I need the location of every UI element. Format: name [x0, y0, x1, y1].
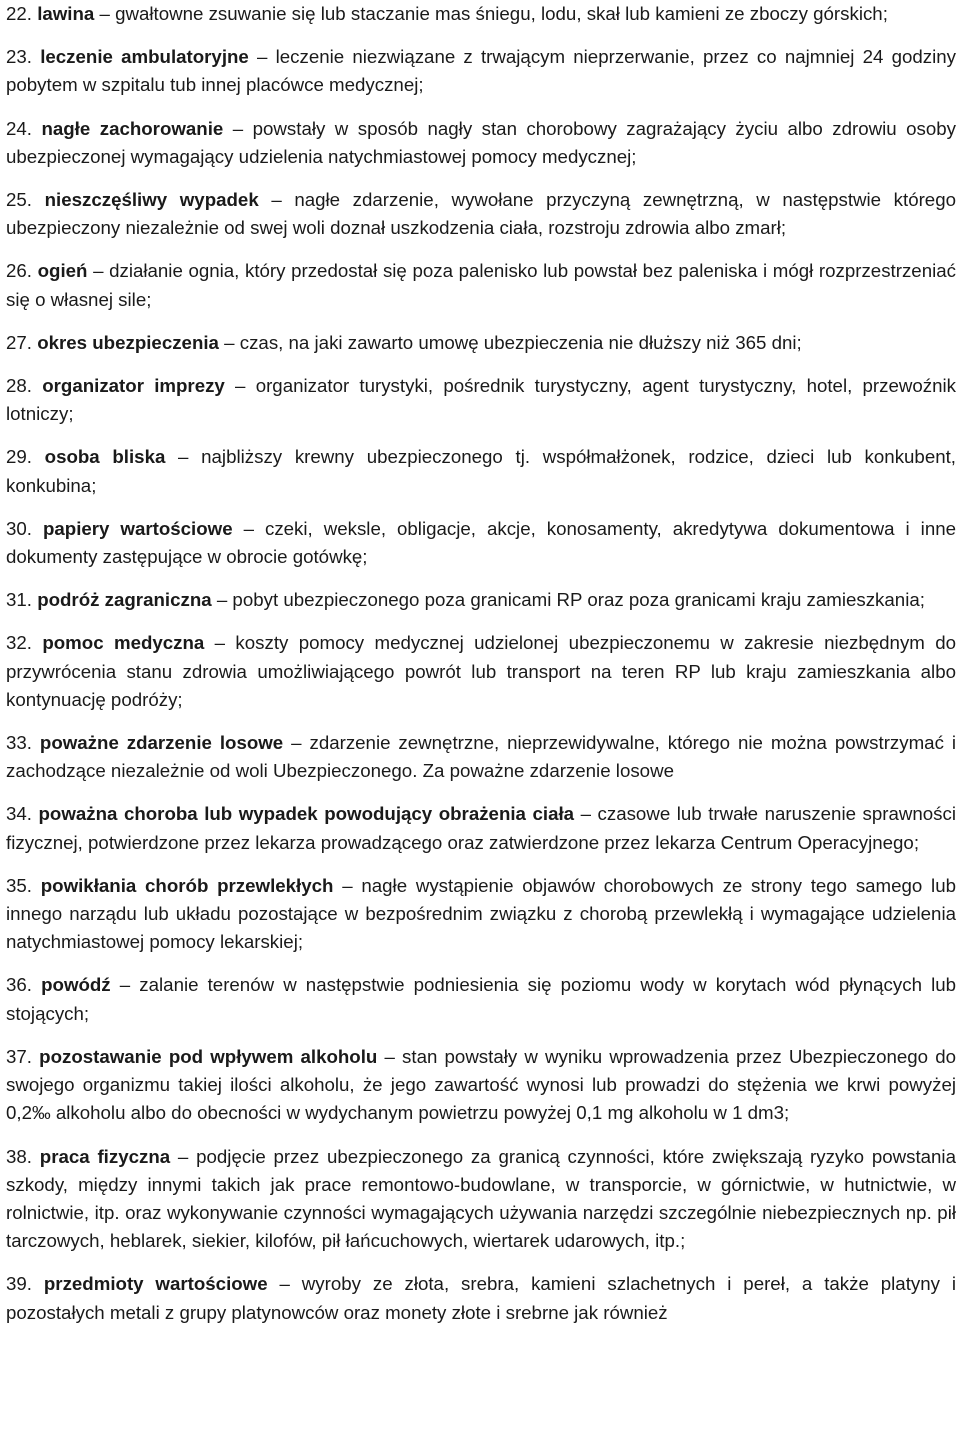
definition-item: 22. lawina – gwałtowne zsuwanie się lub staczanie mas śniegu, lodu, skał lub kamieni ze zboczy górskich;	[6, 3, 888, 24]
item-number: 33.	[6, 732, 32, 754]
item-number: 38.	[6, 1145, 32, 1167]
item-number: 23.	[6, 46, 32, 68]
item-definition: stan powstały w wyniku wprowadzenia przez Ubezpieczonego do swojego organizmu takiej ilości alkoholu, że jego zawartość wynosi lub prowadzi do stężenia we krwi powyżej 0,2‰ alkoholu albo do obecności w wydychanym powietrzu powyżej 0,1 mg alkoholu w 1 dm3;	[6, 1045, 956, 1124]
item-definition: gwałtowne zsuwanie się lub staczanie mas śniegu, lodu, skał lub kamieni ze zboczy górskich;	[115, 3, 888, 24]
definition-item: 34. poważna choroba lub wypadek powodujący obrażenia ciała – czasowe lub trwałe naruszenie sprawności fizycznej, potwierdzone przez lekarza prowadzącego oraz zatwierdzone przez lekarza Centrum Operacyjnego;	[6, 803, 956, 853]
item-definition: podjęcie przez ubezpieczonego za granicą czynności, które zwiększają ryzyko powstania szkody, między innymi takich jak prace remontowo-budowlane, w transporcie, w górnictwie, w hutnictwie, w rolnictwie, itp. oraz wykonywanie czynności wymagających używania narzędzi szczególnie niebezpiecznych np. pił tarczowych, heblarek, siekier, kilofów, pił łańcuchowych, wiertarek udarowych, itp.;	[6, 1145, 956, 1252]
definition-item: 29. osoba bliska – najbliższy krewny ubezpieczonego tj. współmałżonek, rodzice, dzieci lub konkubent, konkubina;	[6, 446, 956, 496]
item-definition: leczenie niezwiązane z trwającym nieprzerwanie, przez co najmniej 24 godziny pobytem w szpitalu tub innej placówce medycznej;	[6, 46, 956, 96]
item-term: ogień	[37, 260, 88, 282]
definition-item: 27. okres ubezpieczenia – czas, na jaki zawarto umowę ubezpieczenia nie dłuższy niż 365 dni;	[6, 331, 802, 353]
item-term: nagłe zachorowanie	[41, 117, 224, 139]
item-term: praca fizyczna	[39, 1145, 171, 1167]
definition-item: 39. przedmioty wartościowe – wyroby ze złota, srebra, kamieni szlachetnych i pereł, a także platyny i pozostałych metali z grupy platynowców oraz monety złote i srebrne jak również	[6, 1273, 956, 1323]
item-number: 36.	[6, 974, 32, 996]
item-number: 32.	[6, 632, 32, 654]
item-definition: powstały w sposób nagły stan chorobowy zagrażający życiu albo zdrowiu osoby ubezpieczonej wymagający udzielenia natychmiastowej pomocy medycznej;	[6, 117, 956, 167]
item-term: osoba bliska	[44, 446, 166, 468]
item-term: pomoc medyczna	[42, 632, 205, 654]
item-definition: pobyt ubezpieczonego poza granicami RP oraz poza granicami kraju zamieszkania;	[232, 589, 925, 611]
item-number: 24.	[6, 117, 32, 139]
item-number: 29.	[6, 446, 32, 468]
item-number: 22.	[6, 3, 32, 24]
item-number: 27.	[6, 331, 32, 353]
item-definition: najbliższy krewny ubezpieczonego tj. współmałżonek, rodzice, dzieci lub konkubent, konkubina;	[6, 446, 956, 496]
item-number: 28.	[6, 375, 32, 397]
definition-item: 30. papiery wartościowe – czeki, weksle, obligacje, akcje, konosamenty, akredytywa dokumentowa i inne dokumenty zastępujące w obrocie gotówkę;	[6, 517, 956, 568]
item-number: 26.	[6, 260, 32, 282]
item-term: leczenie ambulatoryjne	[40, 46, 249, 68]
item-definition: nagłe wystąpienie objawów chorobowych ze strony tego samego lub innego narządu lub układu pozostające w bezpośrednim związku z chorobą przewlekłą i wymagające udzielenia natychmiastowej pomocy lekarskiej;	[6, 874, 956, 953]
item-number: 37.	[6, 1045, 32, 1067]
item-term: poważna choroba lub wypadek powodujący obrażenia ciała	[38, 803, 575, 825]
item-number: 39.	[6, 1273, 32, 1295]
definition-item: 28. organizator imprezy – organizator turystyki, pośrednik turystyczny, agent turystyczny, hotel, przewoźnik lotniczy;	[6, 375, 956, 425]
definition-item: 26. ogień – działanie ognia, który przedostał się poza palenisko lub powstał bez paleniska i mógł rozprzestrzeniać się o własnej sile;	[6, 260, 956, 310]
item-term: powódź	[41, 974, 111, 996]
definition-item: 33. poważne zdarzenie losowe – zdarzenie zewnętrzne, nieprzewidywalne, którego nie można powstrzymać i zachodzące niezależnie od woli Ubezpieczonego. Za poważne zdarzenie losowe	[6, 732, 956, 782]
definition-item: 36. powódź – zalanie terenów w następstwie podniesienia się poziomu wody w korytach wód płynących lub stojących;	[6, 974, 957, 1024]
item-number: 31.	[6, 589, 32, 611]
definition-item: 32. pomoc medyczna – koszty pomocy medycznej udzielonej ubezpieczonemu w zakresie niezbędnym do przywrócenia stanu zdrowia umożliwiającego powrót lub transport na teren RP lub kraju zamieszkania albo kontynuację podróży;	[6, 632, 956, 710]
item-definition: czas, na jaki zawarto umowę ubezpieczenia nie dłuższy niż 365 dni;	[239, 331, 802, 353]
item-definition: wyroby ze złota, srebra, kamieni szlachetnych i pereł, a także platyny i pozostałych metali z grupy platynowców oraz monety złote i srebrne jak również	[6, 1273, 956, 1323]
item-definition: zdarzenie zewnętrzne, nieprzewidywalne, którego nie można powstrzymać i zachodzące niezależnie od woli Ubezpieczonego. Za poważne zdarzenie losowe	[6, 732, 956, 782]
item-term: papiery wartościowe	[42, 517, 233, 539]
item-definition: czeki, weksle, obligacje, akcje, konosamenty, akredytywa dokumentowa i inne dokumenty zastępujące w obrocie gotówkę;	[6, 517, 956, 568]
item-term: organizator imprezy	[42, 375, 225, 397]
item-definition: koszty pomocy medycznej udzielonej ubezpieczonemu w zakresie niezbędnym do przywrócenia stanu zdrowia umożliwiającego powrót lub transport na teren RP lub kraju zamieszkania albo kontynuację podróży;	[6, 632, 956, 710]
item-term: nieszczęśliwy wypadek	[44, 189, 259, 211]
item-definition: czasowe lub trwałe naruszenie sprawności fizycznej, potwierdzone przez lekarza prowadzącego oraz zatwierdzone przez lekarza Centrum Operacyjnego;	[6, 803, 956, 853]
item-number: 30.	[6, 517, 32, 539]
item-term: powikłania chorób przewlekłych	[40, 874, 334, 896]
item-term: poważne zdarzenie losowe	[39, 732, 284, 754]
item-definition: organizator turystyki, pośrednik turystyczny, agent turystyczny, hotel, przewoźnik lotniczy;	[6, 375, 956, 425]
definition-item: 25. nieszczęśliwy wypadek – nagłe zdarzenie, wywołane przyczyną zewnętrzną, w następstwie którego ubezpieczony niezależnie od swej woli doznał uszkodzenia ciała, rozstroju zdrowia albo zmarł;	[6, 189, 956, 239]
item-term: przedmioty wartościowe	[43, 1273, 268, 1295]
item-definition: działanie ognia, który przedostał się poza palenisko lub powstał bez paleniska i mógł rozprzestrzeniać się o własnej sile;	[6, 260, 956, 310]
item-term: lawina	[37, 3, 95, 24]
item-number: 25.	[6, 189, 32, 211]
definition-item: 31. podróż zagraniczna – pobyt ubezpieczonego poza granicami RP oraz poza granicami kraju zamieszkania;	[6, 589, 925, 611]
item-definition: zalanie terenów w następstwie podniesienia się poziomu wody w korytach wód płynących lub stojących;	[6, 974, 957, 1024]
definition-item: 37. pozostawanie pod wpływem alkoholu – stan powstały w wyniku wprowadzenia przez Ubezpieczonego do swojego organizmu takiej ilości alkoholu, że jego zawartość wynosi lub prowadzi do stężenia we krwi powyżej 0,2‰ alkoholu albo do obecności w wydychanym powietrzu powyżej 0,1 mg alkoholu w 1 dm3;	[6, 1045, 956, 1124]
definition-item: 35. powikłania chorób przewlekłych – nagłe wystąpienie objawów chorobowych ze strony tego samego lub innego narządu lub układu pozostające w bezpośrednim związku z chorobą przewlekłą i wymagające udzielenia natychmiastowej pomocy lekarskiej;	[6, 874, 956, 953]
item-term: podróż zagraniczna	[37, 589, 212, 611]
item-term: okres ubezpieczenia	[37, 331, 219, 353]
item-term: pozostawanie pod wpływem alkoholu	[39, 1045, 378, 1067]
definition-item: 38. praca fizyczna – podjęcie przez ubezpieczonego za granicą czynności, które zwiększają ryzyko powstania szkody, między innymi takich jak prace remontowo-budowlane, w transporcie, w górnictwie, w hutnictwie, w rolnictwie, itp. oraz wykonywanie czynności wymagających używania narzędzi szczególnie niebezpiecznych np. pił tarczowych, heblarek, siekier, kilofów, pił łańcuchowych, wiertarek udarowych, itp.;	[6, 1145, 956, 1252]
document-page	[6, 0, 956, 1342]
item-number: 35.	[6, 874, 32, 896]
definition-item: 23. leczenie ambulatoryjne – leczenie niezwiązane z trwającym nieprzerwanie, przez co najmniej 24 godziny pobytem w szpitalu tub innej placówce medycznej;	[6, 46, 956, 96]
definition-item: 24. nagłe zachorowanie – powstały w sposób nagły stan chorobowy zagrażający życiu albo zdrowiu osoby ubezpieczonej wymagający udzielenia natychmiastowej pomocy medycznej;	[6, 117, 956, 167]
item-definition: nagłe zdarzenie, wywołane przyczyną zewnętrzną, w następstwie którego ubezpieczony niezależnie od swej woli doznał uszkodzenia ciała, rozstroju zdrowia albo zmarł;	[6, 189, 956, 239]
item-number: 34.	[6, 803, 32, 825]
